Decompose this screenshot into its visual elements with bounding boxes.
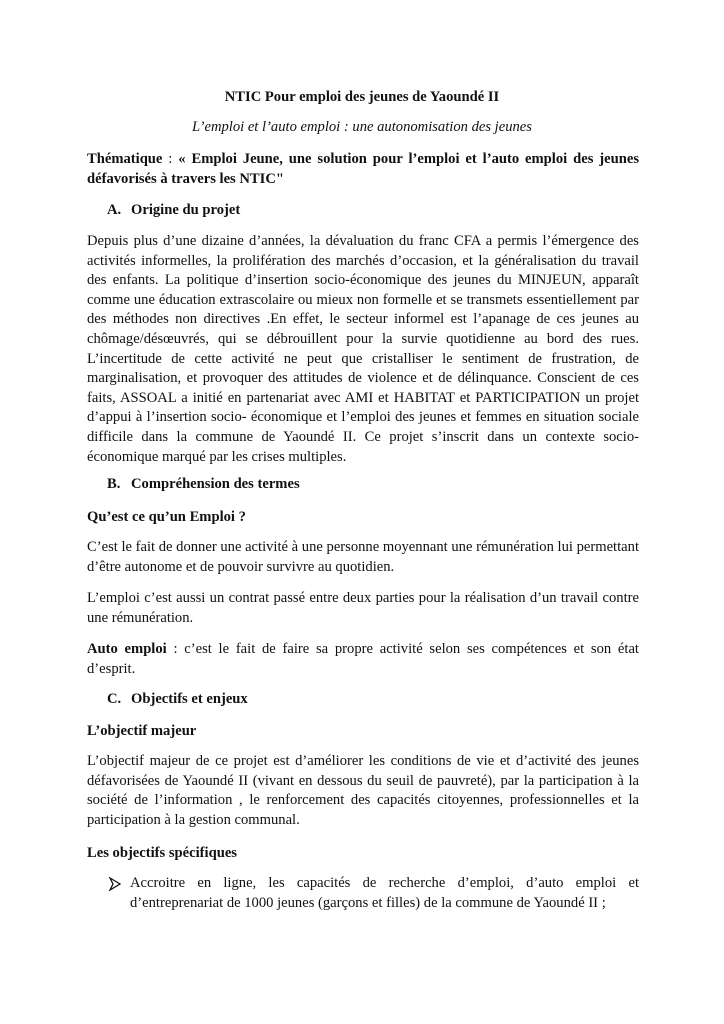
auto-emploi-label: Auto emploi [87, 641, 167, 657]
emploi-question: Qu’est ce qu’un Emploi ? [87, 509, 246, 525]
section-a-heading [107, 201, 240, 221]
section-b-title: Compréhension des termes [131, 476, 300, 492]
section-a-title: Origine du projet [131, 202, 241, 218]
document-subtitle: L’emploi et l’auto emploi : une autonomisation des jeunes [192, 119, 532, 135]
auto-emploi-definition [87, 640, 639, 679]
major-objective-heading: L’objectif majeur [87, 723, 197, 739]
section-c-title: Objectifs et enjeux [131, 691, 248, 707]
section-b-heading [107, 475, 300, 495]
section-b-letter: B. [107, 476, 121, 492]
emploi-definition-1 [87, 538, 639, 577]
theme-separator: : [162, 151, 179, 167]
theme-label: Thématique [87, 151, 163, 167]
emploi-paragraph-1: C’est le fait de donner une activité à une personne moyennant une rémunération lui permettant d’être autonome et de pouvoir survivre au quotidien. [87, 539, 639, 575]
section-c-letter: C. [107, 691, 122, 707]
emploi-paragraph-2: L’emploi c’est aussi un contrat passé entre deux parties pour la réalisation d’un travail contre une rémunération. [87, 590, 639, 626]
theme-text: « Emploi Jeune, une solution pour l’emploi et l’auto emploi des jeunes défavorisés à travers les NTIC" [87, 151, 639, 187]
auto-emploi-text: : c’est le fait de faire sa propre activité selon ses compétences et son état d’esprit. [87, 641, 639, 677]
section-a-paragraph [87, 232, 639, 467]
section-a-letter: A. [107, 202, 122, 218]
major-objective-paragraph: L’objectif majeur de ce projet est d’améliorer les conditions de vie et d’activité des jeunes défavorisées de Yaoundé II (vivant en dessous du seuil de pauvreté), par la participation à la société de l’information , le renforcement des capacités citoyennes, professionnelles et la participation à la gestion communal. [87, 753, 639, 828]
emploi-definition-2 [87, 589, 639, 628]
origin-paragraph: Depuis plus d’une dizaine d’années, la dévaluation du franc CFA a permis l’émergence des activités informelles, la prolifération des marchés d’occasion, et la généralisation du travail des enfants. La politique d’insertion socio-économique des jeunes du MINJEUN, apparaît comme une éducation extrascolaire ou mieux non formelle et se transmets essentiellement par des méthodes non directives .En effet, le secteur informel est l’apanage de ces jeunes au chômage/désœuvrés, qui se débrouillent pour la survie quotidienne au bord des rues. L’incertitude de cette activité ne peut que cristalliser le sentiment de frustration, de marginalisation, et provoquer des attitudes de violence et de délinquance. Conscient de ces faits, ASSOAL a initié en partenariat avec AMI et HABITAT et PARTICIPATION un projet d’appui à l’insertion socio- économique et l’emploi des jeunes et femmes en situation sociale difficile dans la commune de Yaoundé II. Ce projet s’inscrit dans un contexte socio-économique marqué par les crises multiples. [87, 233, 639, 465]
major-objective-block [87, 752, 639, 830]
specific-objectives-heading: Les objectifs spécifiques [87, 845, 237, 861]
theme-statement [87, 150, 639, 189]
section-c-heading [107, 690, 248, 710]
document-title: NTIC Pour emploi des jeunes de Yaoundé II [224, 89, 500, 105]
specific-objective-text: Accroitre en ligne, les capacités de recherche d’emploi, d’auto emploi et d’entreprenariat de 1000 jeunes (garçons et filles) de la commune de Yaoundé II ; [130, 875, 639, 911]
